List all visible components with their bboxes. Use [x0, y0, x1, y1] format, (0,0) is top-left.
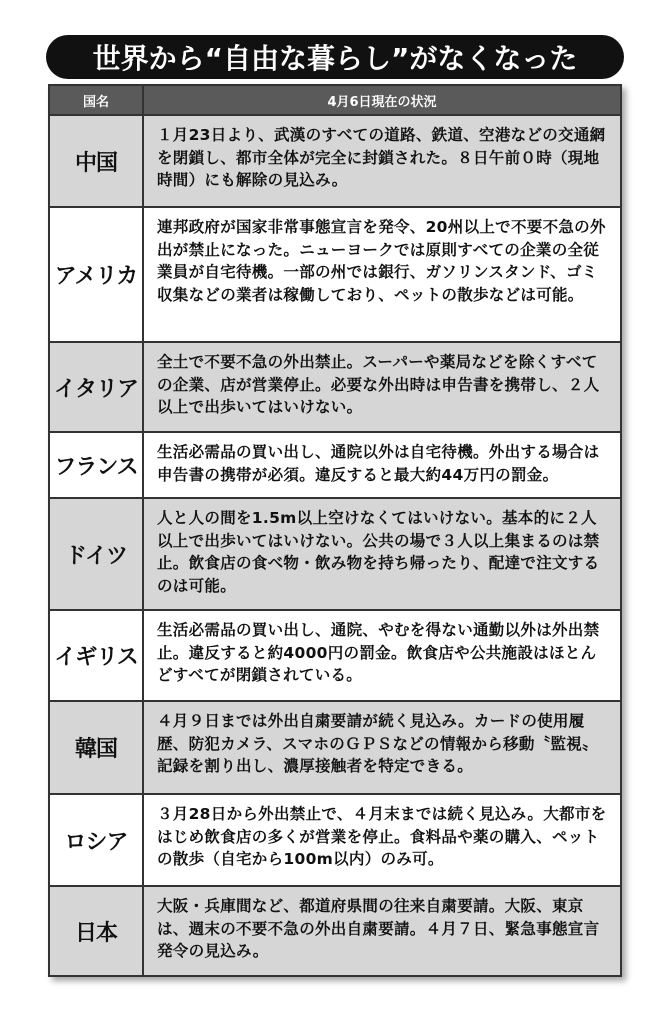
country-cell: イギリス — [50, 611, 144, 700]
page-title: 世界から“自由な暮らし”がなくなった — [46, 35, 624, 79]
country-cell: ロシア — [50, 795, 144, 885]
status-cell: 大阪・兵庫間など、都道府県間の往来自粛要請。大阪、東京は、週末の不要不急の外出自粛要請。４月７日、緊急事態宣言発令の見込み。 — [144, 887, 620, 975]
country-cell: イタリア — [50, 343, 144, 431]
table-row — [50, 885, 620, 975]
table-row — [50, 114, 620, 206]
table-row — [50, 609, 620, 700]
status-cell: 連邦政府が国家非常事態宣言を発令、20州以上で不要不急の外出が禁止になった。ニューヨークでは原則すべての企業の全従業員が自宅待機。一部の州では銀行、ガソリンスタンド、ゴミ収集などの業者は稼働しており、ペットの散歩などは可能。 — [144, 208, 620, 341]
status-cell: ３月28日から外出禁止で、４月末までは続く見込み。大都市をはじめ飲食店の多くが営業を停止。食料品や薬の購入、ペットの散歩（自宅から100m以内）のみ可。 — [144, 795, 620, 885]
table-row — [50, 341, 620, 431]
table-row — [50, 431, 620, 497]
status-cell: ４月９日までは外出自粛要請が続く見込み。カードの使用履歴、防犯カメラ、スマホのＧＰＳなどの情報から移動〝監視〟記録を割り出し、濃厚接触者を特定できる。 — [144, 702, 620, 793]
country-cell: 日本 — [50, 887, 144, 975]
status-table — [48, 84, 622, 977]
table-header — [50, 86, 620, 114]
table-row — [50, 793, 620, 885]
table-row — [50, 206, 620, 341]
country-cell: ドイツ — [50, 499, 144, 609]
status-cell: 全土で不要不急の外出禁止。スーパーや薬局などを除くすべての企業、店が営業停止。必要な外出時は申告書を携帯し、２人以上で出歩いてはいけない。 — [144, 343, 620, 431]
table-row — [50, 497, 620, 609]
header-status: 4月6日現在の状況 — [327, 94, 437, 110]
status-cell: 人と人の間を1.5m以上空けなくてはいけない。基本的に２人以上で出歩いてはいけない。公共の場で３人以上集まるのは禁止。飲食店の食べ物・飲み物を持ち帰ったり、配達で注文するのは可能。 — [144, 499, 620, 609]
country-cell: フランス — [50, 433, 144, 497]
country-cell: アメリカ — [50, 208, 144, 341]
status-cell: １月23日より、武漢のすべての道路、鉄道、空港などの交通網を閉鎖し、都市全体が完全に封鎖された。８日午前０時（現地時間）にも解除の見込み。 — [144, 116, 620, 206]
country-cell: 中国 — [50, 116, 144, 206]
table-row — [50, 700, 620, 793]
header-country: 国名 — [50, 86, 144, 114]
status-cell: 生活必需品の買い出し、通院、やむを得ない通勤以外は外出禁止。違反すると約4000円の罰金。飲食店や公共施設はほとんどすべてが閉鎖されている。 — [144, 611, 620, 700]
status-cell: 生活必需品の買い出し、通院以外は自宅待機。外出する場合は申告書の携帯が必須。違反すると最大約44万円の罰金。 — [144, 433, 620, 497]
country-cell: 韓国 — [50, 702, 144, 793]
